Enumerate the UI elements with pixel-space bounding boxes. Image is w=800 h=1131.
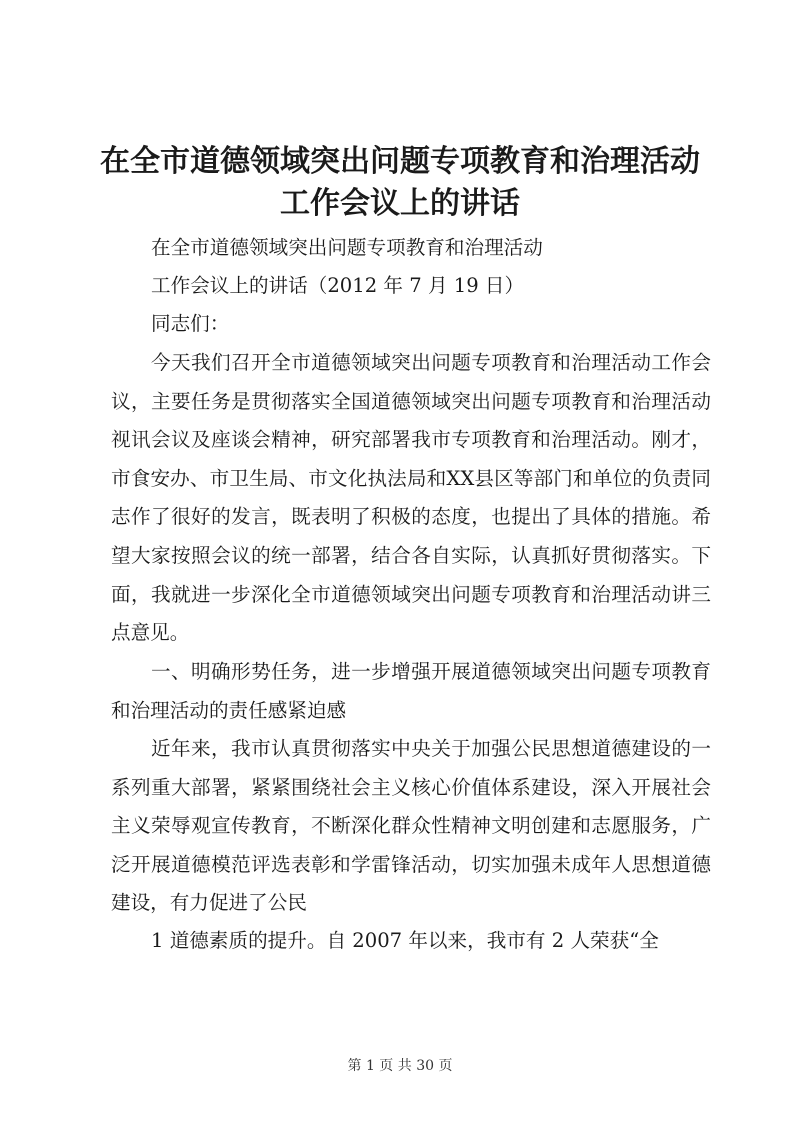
subtitle-line2: 工作会议上的讲话（2012 年 7 月 19 日） [151,274,525,297]
section-heading-1: 一、明确形势任务，进一步增强开展道德领域突出问题专项教育和治理活动的责任感紧迫感 [111,660,711,722]
body-paragraph-1: 今天我们召开全市道德领域突出问题专项教育和治理活动工作会议，主要任务是贯彻落实全国道德领域突出问题专项教育和治理活动视讯会议及座谈会精神，研究部署我市专项教育和治理活动。刚才，市食安办、市卫生局、市文化执法局和XX县区等部门和单位的负责同志作了很好的发言，既表明了积极的态度，也提出了具体的措施。希望大家按照会议的统一部署，结合各自实际，认真抓好贯彻落实。下面，我就进一步深化全市道德领域突出问题专项教育和治理活动讲三点意见。 [111,351,711,645]
body-paragraph-2: 近年来，我市认真贯彻落实中央关于加强公民思想道德建设的一系列重大部署，紧紧围绕社会主义核心价值体系建设，深入开展社会主义荣辱观宣传教育，不断深化群众性精神文明创建和志愿服务，广泛开展道德模范评选表彰和学雷锋活动，切实加强未成年人思想道德建设，有力促进了公民 [111,737,711,915]
subtitle-line1: 在全市道德领域突出问题专项教育和治理活动 [151,236,543,259]
page-footer: 第 1 页 共 30 页 [347,1058,453,1074]
document-title-line1: 在全市道德领域突出问题专项教育和治理活动 [100,144,700,179]
body-paragraph-3: 1 道德素质的提升。自 2007 年以来，我市有 2 人荣获“全 [151,929,659,952]
salutation: 同志们： [151,312,230,335]
document-title-line2: 工作会议上的讲话 [280,186,520,221]
